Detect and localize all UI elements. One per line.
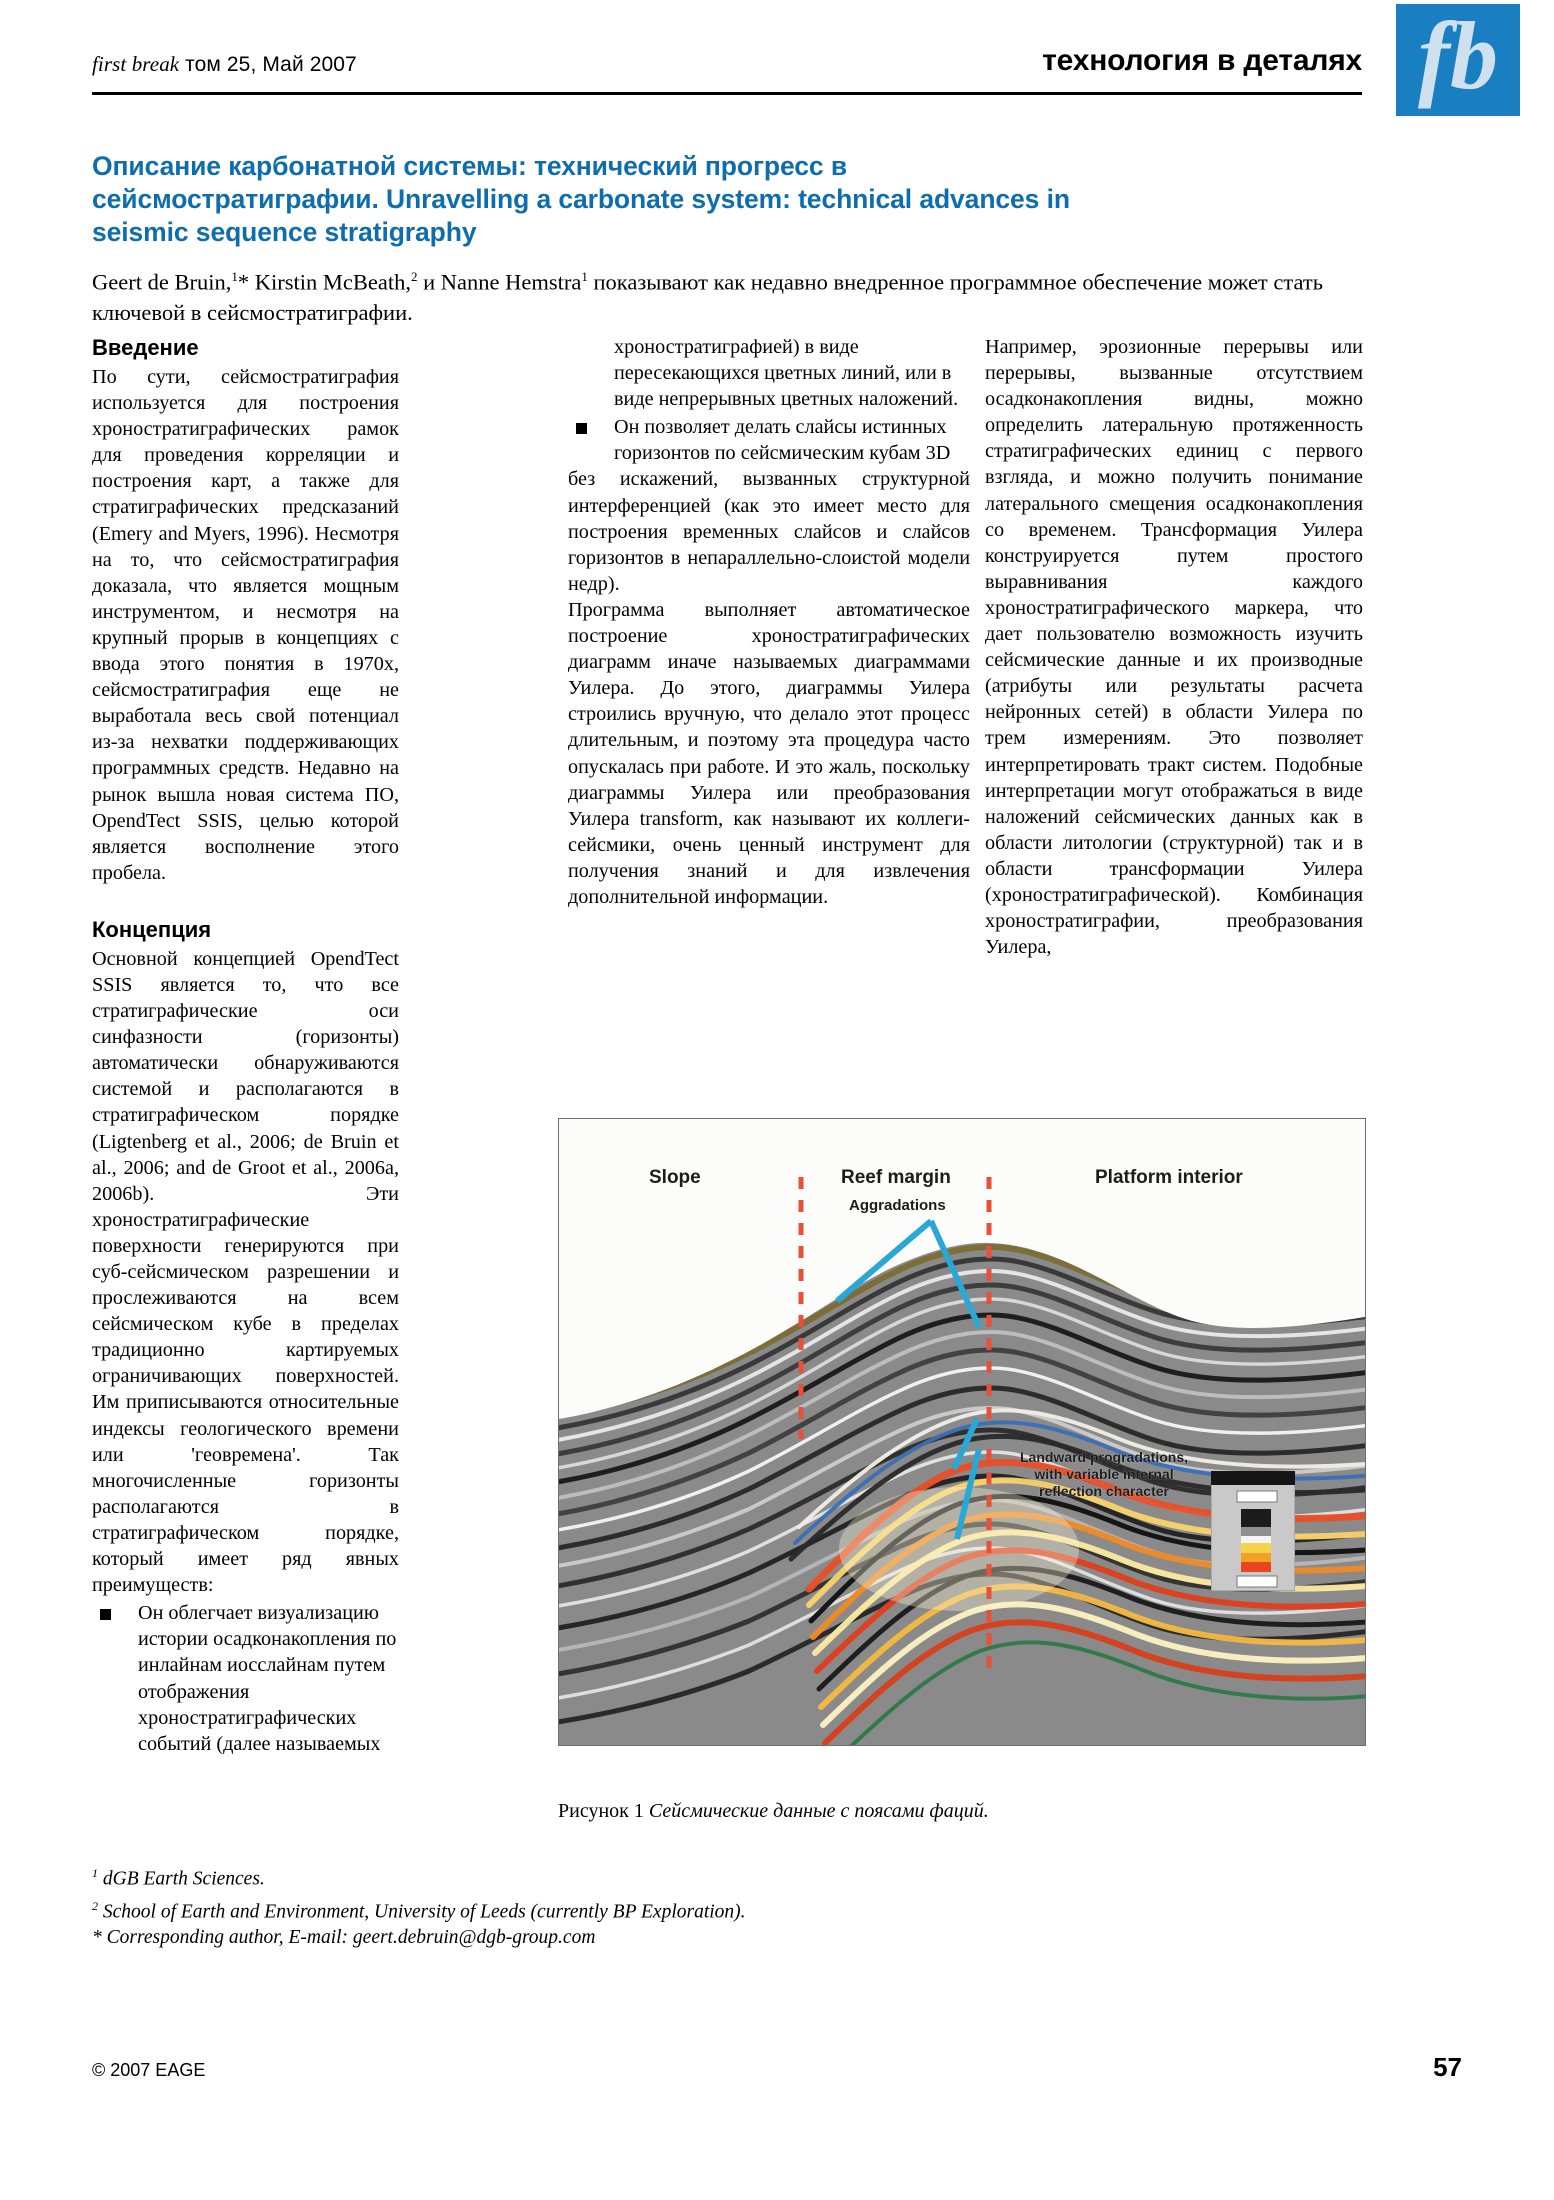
journal-issue: том 25, Май 2007 [179, 53, 357, 76]
footnotes [92, 1860, 1092, 1951]
heading-introduction: Введение [92, 335, 199, 360]
figure-caption-text: Сейсмические данные с поясами фаций. [648, 1800, 989, 1822]
logo-text: fb [1418, 2, 1498, 109]
list-item-text: Он позволяет делать слайсы истинных горизонтов по сейсмическим кубам 3D [614, 416, 951, 465]
colorbar-widget [1211, 1471, 1295, 1591]
body-column-1 [92, 334, 399, 1757]
paragraph-col3-a: Например, эрозионные перерывы или перерывы, вызванные отсутствием осадконакопления видны, можно определить латеральную протяженность стратиграфических единиц с первого взгляда, и можно получить понимание латерального смещения осадконакопления со временем. Трансформация Уилера конструируется путем простого выравнивания каждого хроностратиграфического маркера, что дает пользователю возможность изучить сейсмические данные и их производные (атрибуты или результаты расчета нейронных сетей) в области Уилера по трем измерениям. Это позволяет интерпретировать тракт систем. Подобные интерпретации могут отображаться в виде наложений сейсмических данных как в области литологии (структурной) так и в области трансформации Уилера (хроностратиграфической). Комбинация хроностратиграфии, преобразования Уилера, [985, 336, 1363, 959]
article-title-line-3: seismic sequence stratigraphy [92, 217, 477, 247]
figure-1 [558, 1118, 1366, 1746]
footnote-1: $^1$ dGB Earth Sciences. [92, 1866, 265, 1890]
bullet-square-icon [576, 423, 587, 434]
page-number: 57 [1433, 2052, 1462, 2082]
figure-label-aggradations: Aggradations [849, 1197, 946, 1214]
page-header [92, 44, 1362, 98]
footnote-3: * Corresponding author, E-mail: geert.debruin@dgb-group.com [92, 1927, 596, 1948]
heading-concept: Концепция [92, 916, 212, 942]
copyright-notice: © 2007 EAGE [92, 2060, 206, 2080]
footnote-2: $^2$ School of Earth and Environment, University of Leeds (currently BP Exploration). [92, 1898, 746, 1922]
list-item [568, 414, 970, 466]
paragraph-col2-a: без искажений, вызванных структурной интерференцией (как это имеет место для построения временных слайсов и слайсов горизонтов в непараллельно-слоистой модели недр). [568, 468, 970, 595]
journal-issue-line [92, 52, 357, 77]
figure-caption [558, 1800, 1364, 1823]
figure-label-landward-progradations: Landward progradations, with variable internal reflection character [1019, 1449, 1188, 1499]
body-column-2 [568, 334, 970, 910]
list-item-text: Он облегчает визуализацию истории осадконакопления по инлайнам иосслайнам путем отображения хроностратиграфических событий (далее называемых [138, 1602, 397, 1755]
article-title-line-2: сейсмостратиграфии. Unravelling a carbonate system: technical advances in [92, 184, 1070, 214]
figure-caption-prefix: Рисунок 1 [558, 1800, 649, 1822]
article-title [92, 150, 1362, 249]
figure-label-platform-interior: Platform interior [1095, 1167, 1243, 1188]
list-item-continuation: хроностратиграфией) в виде пересекающихся цветных линий, или в виде непрерывных цветных наложений. [614, 336, 959, 411]
footnote-marker-3: 1 [581, 269, 588, 284]
paragraph-col2-b: Программа выполняет автоматическое построение хроностратиграфических диаграмм иначе называемых диаграммами Уилера. До этого, диаграммы Уилера строились вручную, что делало этот процесс длительным, и поэтому эта процедура часто опускалась при работе. И это жаль, поскольку диаграммы Уилера или преобразования Уилера transform, как называют их коллеги-сейсмики, очень ценный инструмент для получения знаний и для извлечения дополнительной информации. [568, 598, 970, 908]
seismic-section-image [559, 1119, 1365, 1745]
footnote-marker-1: 1 [231, 269, 238, 284]
article-title-line-1: Описание карбонатной системы: технический прогресс в [92, 151, 848, 181]
header-rule [92, 92, 1362, 95]
figure-label-reef-margin: Reef margin [841, 1167, 951, 1188]
footnote-marker-2: 2 [410, 269, 418, 284]
article-byline: Geert de Bruin,$^1$* Kirstin McBeath,$^2$ и Nanne Hemstra$^1$ показывают как недавно внедренное программное обеспечение может стать ключевой в сейсмостратиграфии. [92, 269, 1329, 325]
first-break-logo [1396, 4, 1520, 116]
section-title: технология в деталях [1042, 44, 1362, 77]
advantages-list-continued [568, 414, 970, 466]
paragraph-concept: Основной концепцией OpendTect SSIS является то, что все стратиграфические оси синфазности (горизонты) автоматически обнаруживаются системой и располагаются в стратиграфическом порядке (Ligtenberg et al., 2006; de Bruin et al., 2006; and de Groot et al., 2006a, 2006b). Эти хроностратиграфические поверхности генерируются при суб-сейсмическом разрешении и прослеживаются на всем сейсмическом кубе в пределах традиционно картируемых ограничивающих поверхностей. Им приписываются относительные индексы геологического времени или 'геовремена'. Так многочисленные горизонты располагаются в стратиграфическом порядке, который имеет ряд явных преимуществ: [92, 947, 399, 1597]
paragraph-introduction: По сути, сейсмостратиграфия используется для построения хроностратиграфических рамок для проведения корреляции и построения карт, а также для стратиграфических предсказаний (Emery and Myers, 1996). Несмотря на то, что сейсмостратиграфия доказала, что является мощным инструментом, и несмотря на крупный прорыв в концепциях с ввода этого понятия в 1970х, сейсмостратиграфия еще не выработала весь свой потенциал из-за нехватки поддерживающих программных средств. Недавно на рынок вышла новая система ПО, OpendTect SSIS, целью которой является восполнение этого пробела. [92, 366, 399, 884]
body-column-3 [985, 334, 1363, 960]
bullet-square-icon [100, 1609, 111, 1620]
list-item [92, 1600, 399, 1757]
figure-label-slope: Slope [649, 1167, 701, 1188]
journal-name: first break [92, 52, 180, 76]
advantages-list [92, 1600, 399, 1757]
